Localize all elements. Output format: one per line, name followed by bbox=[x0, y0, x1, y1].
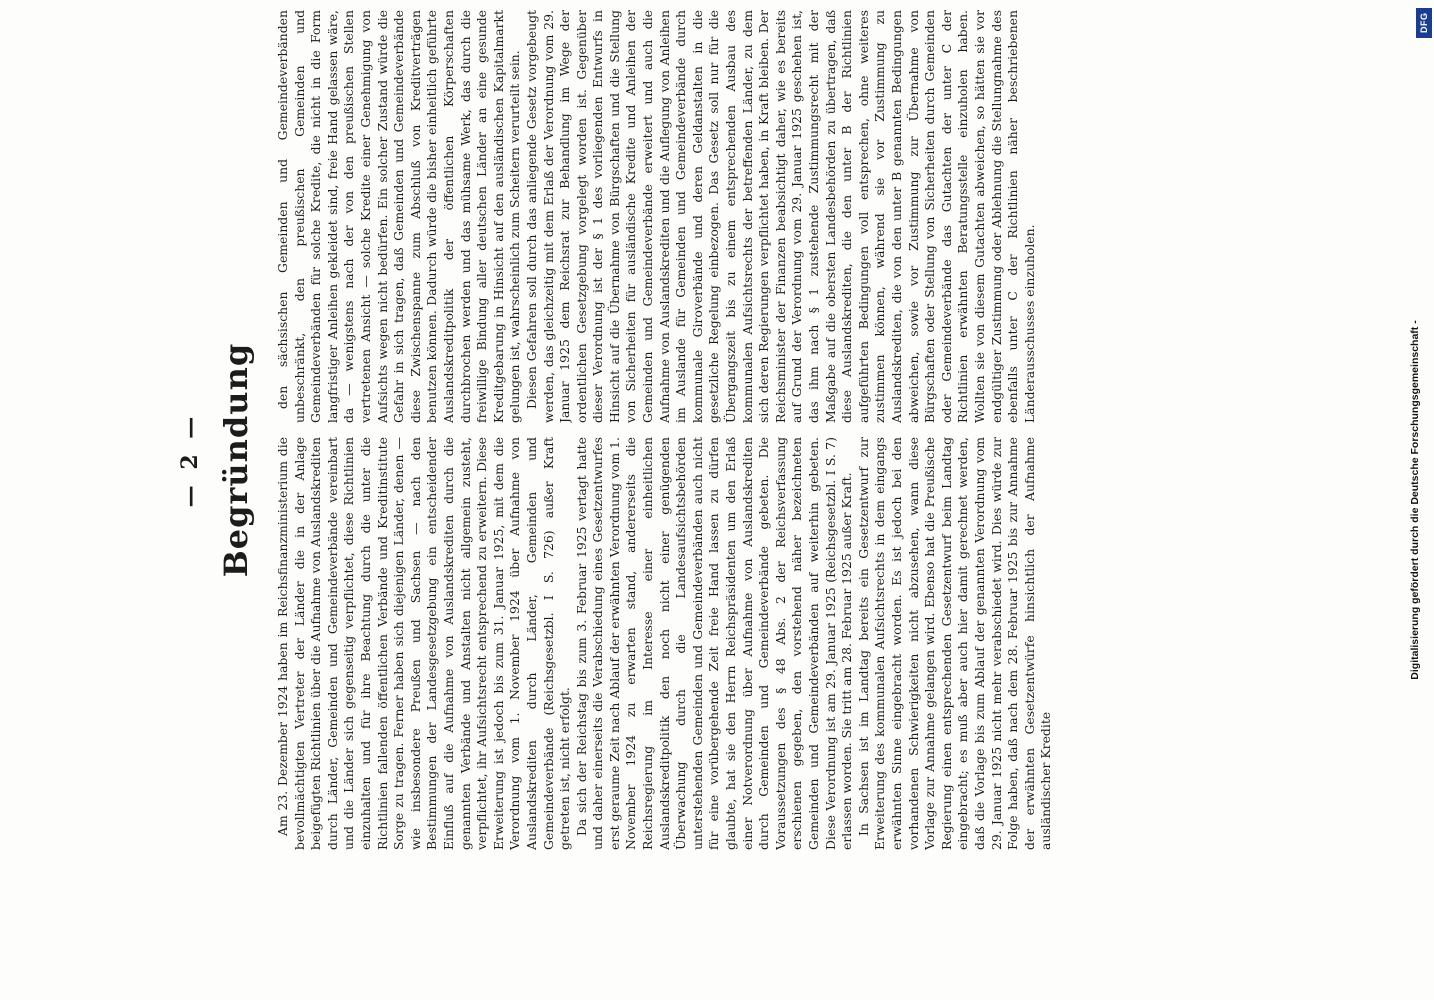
rotated-document-page bbox=[165, 10, 1165, 890]
text-column-left bbox=[275, 437, 1155, 850]
text-columns bbox=[275, 10, 1155, 850]
paragraph: Da sich der Reichstag bis zum 3. Februar 1925 vertagt hatte und daher einerseits die Verabschiedung eines Gesetzentwurfes erst geraume Zeit nach Ablauf der erwähnten Verordnung vom 1. November 1924 zu erwarten stand, andererseits die Reichsregierung im Interesse einer einheitlichen Auslandskreditpolitik den noch nicht einer genügenden Überwachung durch die Landesaufsichtsbehörden unterstehenden Gemeinden und Gemeindeverbänden auch nicht für eine vorübergehende Zeit freie Hand lassen zu dürfen glaubte, hat sie den Herrn Reichspräsidenten um den Erlaß einer Notverordnung über Aufnahme von Auslandskrediten durch Gemeinden und Gemeindeverbände gebeten. Die Voraussetzungen des § 48 Abs. 2 der Reichsverfassung erschienen gegeben, den vorstehend näher bezeichneten Gemeinden und Gemeindeverbänden auf weiterhin gebeten. Diese Verordnung ist am 29. Januar 1925 (Reichsgesetzbl. I S. 7) erlassen worden. Sie tritt am 28. Februar 1925 außer Kraft. bbox=[573, 437, 855, 850]
section-heading: Begründung bbox=[217, 342, 255, 578]
paragraph: Am 23. Dezember 1924 haben im Reichsfinanzministerium die bevollmächtigten Vertreter der Länder die in der Anlage beigefügten Richtlinien über die Aufnahme von Auslandskrediten durch Länder, Gemeinden und Gemeindeverbände vereinbart und die Länder sich gegenseitig verpflichtet, diese Richtlinien einzuhalten und für ihre Beachtung durch die unter die Richtlinien fallenden öffentlichen Verbände und Kreditinstitute Sorge zu tragen. Ferner haben sich diejenigen Länder, denen — wie insbesondere Preußen und Sachsen — nach den Bestimmungen der Landesgesetzgebung ein entscheidender Einfluß auf die Aufnahme von Auslandskrediten durch die genannten Verbände und Anstalten nicht allgemein zusteht, verpflichtet, ihr Aufsichtsrecht entsprechend zu erweitern. Diese Erweiterung ist jedoch bis zum 31. Januar 1925, mit dem die Verordnung vom 1. November 1924 über Aufnahme von Auslandskrediten durch Länder, Gemeinden und Gemeindeverbände (Reichsgesetzbl. I S. 726) außer Kraft getreten ist, nicht erfolgt. bbox=[275, 437, 573, 850]
page-number: — 2 — bbox=[177, 412, 203, 508]
paragraph: In Sachsen ist im Landtag bereits ein Gesetzentwurf zur Erweiterung des kommunalen Aufsichtsrechts in dem eingangs erwähnten Sinne eingebracht worden. Es ist jedoch bei den vorhandenen Schwierigkeiten nicht abzusehen, wann diese Vorlage zur Annahme gelangen wird. Ebenso hat die Preußische Regierung einen entsprechenden Gesetzentwurf beim Landtag eingebracht; es muß aber auch hier damit gerechnet werden, daß die Vorlage bis zum Ablauf der genannten Verordnung vom 29. Januar 1925 nicht mehr verabschiedet wird. Dies würde zur Folge haben, daß nach dem 28. Februar 1925 bis zur Annahme der erwähnten Gesetzentwürfe hinsichtlich der Aufnahme ausländischer Kredite bbox=[855, 437, 1054, 850]
digitization-footer bbox=[1402, 8, 1428, 992]
paragraph: Diesen Gefahren soll durch das anliegende Gesetz vorgebeugt werden, das gleichzeitig mit dem Erlaß der Verordnung vom 29. Januar 1925 dem Reichsrat zur Behandlung im Wege der ordentlichen Gesetzgebung vorgelegt worden ist. Gegenüber dieser Verordnung ist der § 1 des vorliegenden Entwurfs in Hinsicht auf die Übernahme von Bürgschaften und die Stellung von Sicherheiten für ausländische Kredite und Anleihen der Gemeinden und Gemeindeverbände erweitert und auch die Aufnahme von Auslandskrediten und die Auflegung von Anleihen im Auslande für Gemeinden und Gemeindeverbände durch kommunale Giroverbände und deren Geldanstalten in die gesetzliche Regelung einbezogen. Das Gesetz soll nur für die Übergangszeit bis zu einem entsprechenden Ausbau des kommunalen Aufsichtsrechts der betreffenden Länder, zu dem sich deren Regierungen verpflichtet haben, in Kraft bleiben. Der Reichsminister der Finanzen beabsichtigt daher, wie es bereits auf Grund der Verordnung vom 29. Januar 1925 geschehen ist, das ihm nach § 1 zustehende Zustimmungsrecht mit der Maßgabe auf die obersten Landesbehörden zu übertragen, daß diese Auslandskrediten, die den unter B der Richtlinien aufgeführten Bedingungen voll entsprechen, ohne weiteres zustimmen können, während sie vor Zustimmung zu Auslandskrediten, die von den unter B genannten Bedingungen abweichen, sowie vor Zustimmung zur Übernahme von Bürgschaften oder Stellung von Sicherheiten durch Gemeinden oder Gemeindeverbände das Gutachten der unter C der Richtlinien erwähnten Beratungsstelle einzuholen haben. Wollten sie von diesem Gutachten abweichen, so hätten sie vor endgültiger Zustimmung oder Ablehnung die Stellungnahme des ebenfalls unter C der Richtlinien näher beschriebenen Länderausschusses einzuholen. bbox=[523, 10, 1037, 423]
dfg-logo-icon: DFG bbox=[1416, 8, 1432, 38]
text-column-right bbox=[275, 10, 1155, 423]
paragraph: den sächsischen Gemeinden und Gemeindeverbänden unbeschränkt, den preußischen Gemeinden und Gemeindeverbänden für solche Kredite, die nicht in die Form langfristiger Anleihen gekleidet sind, freie Hand gelassen wäre, da — wenigstens nach der von den preußischen Stellen vertretenen Ansicht — solche Kredite einer Genehmigung von Aufsichts wegen nicht bedürfen. Ein solcher Zustand würde die Gefahr in sich tragen, daß Gemeinden und Gemeindeverbände diese Zwischenspanne zum Abschluß von Kreditverträgen benutzen können. Dadurch würde die bisher einheitlich geführte Auslandskreditpolitik der öffentlichen Körperschaften durchbrochen werden und das mühsame Werk, das durch die freiwillige Bindung aller deutschen Länder an eine gesunde Kreditgebarung in Hinsicht auf den ausländischen Kapitalmarkt gelungen ist, wahrscheinlich zum Scheitern verurteilt sein. bbox=[275, 10, 523, 423]
digitization-note: Digitalisierung gefördert durch die Deutsche Forschungsgemeinschaft - bbox=[1409, 320, 1421, 680]
